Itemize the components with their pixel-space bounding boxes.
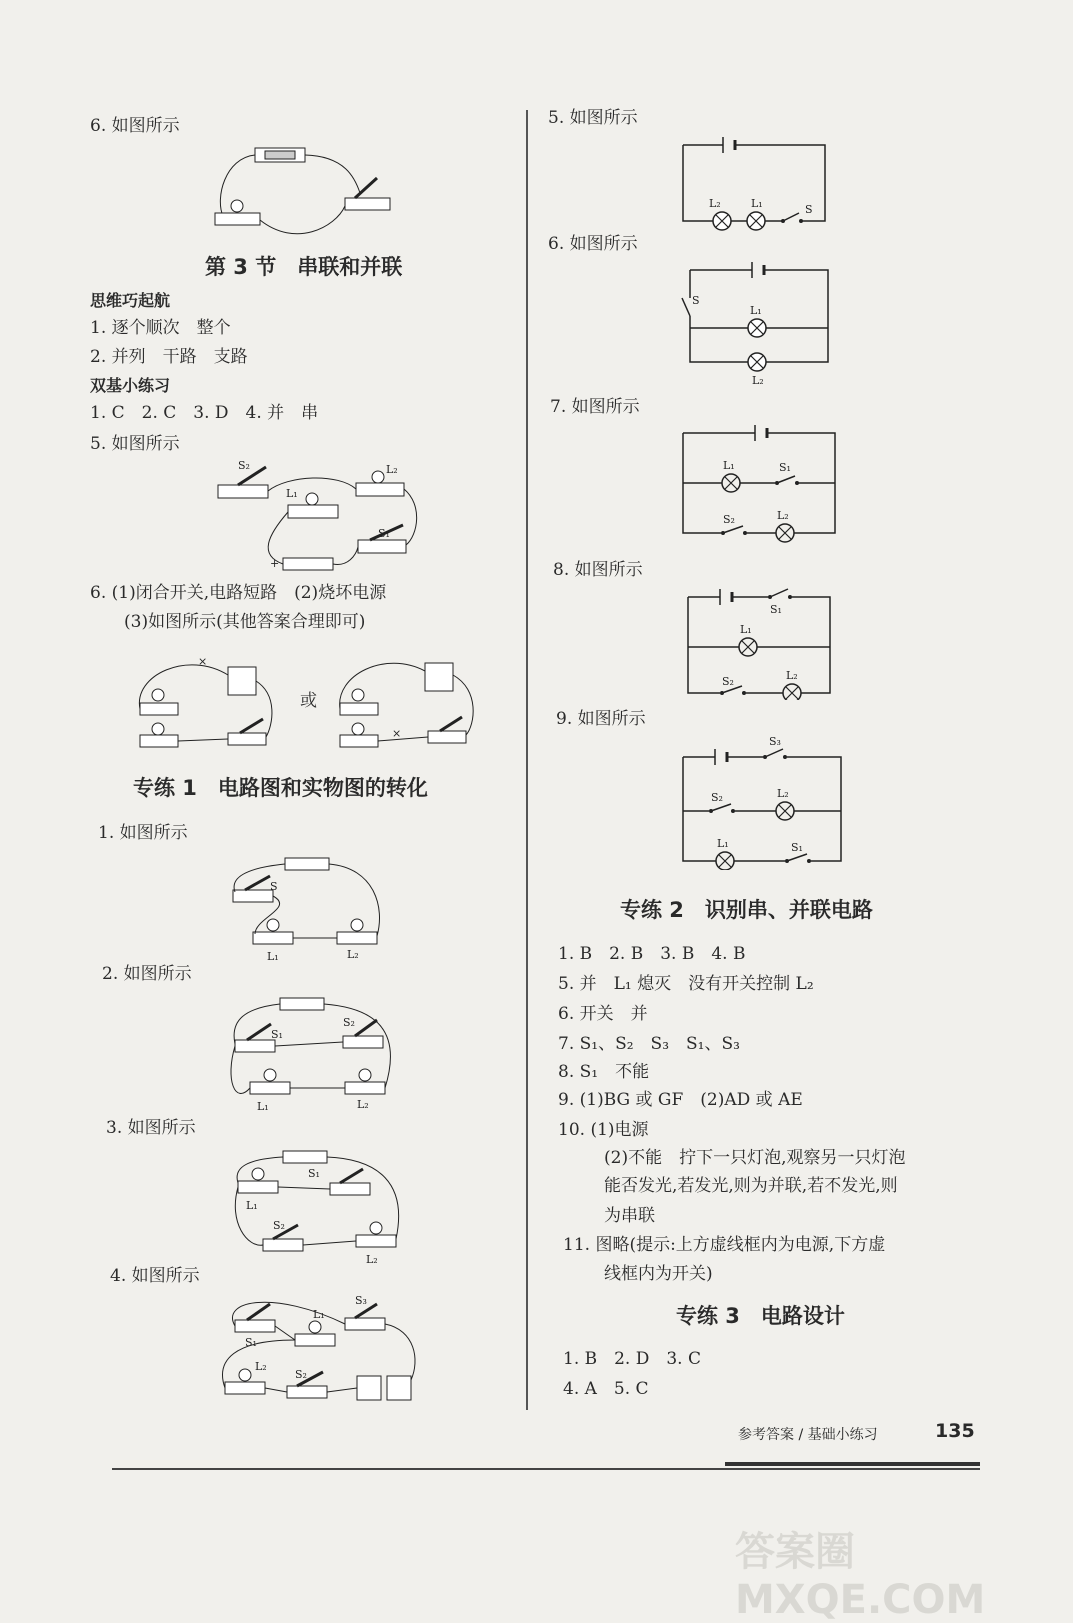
footer-rule [112,1468,980,1470]
label-l1-r6: L₁ [750,304,762,317]
label-l1-r9: L₁ [717,837,729,850]
label-s3-z4: S₃ [355,1294,367,1307]
ans-10c: 能否发光,若发光,则为并联,若不发光,则 [604,1176,898,1196]
zl2-title: 专练 2 识别串、并联电路 [620,898,873,922]
label-l2-z1: L₂ [347,948,359,961]
r9-text: 9. 如图所示 [556,709,646,729]
shuangji-6b: (3)如图所示(其他答案合理即可) [124,612,366,632]
label-s1: S₁ [378,527,390,540]
or-text: 或 [300,691,317,711]
zl1-title: 专练 1 电路图和实物图的转化 [133,776,428,800]
shuangji-6a: 6. (1)闭合开关,电路短路 (2)烧坏电源 [90,583,387,603]
q6-top: 6. 如图所示 [90,116,180,136]
label-s1-r8: S₁ [770,603,782,616]
ans-b4: 4. A 5. C [563,1379,649,1399]
ans-b1: 1. B 2. D 3. C [563,1349,702,1369]
r8-text: 8. 如图所示 [553,560,643,580]
shuangji-1: 1. C 2. C 3. D 4. 并 串 [90,403,319,423]
label-l1-r7: L₁ [723,459,735,472]
label-l2-r9: L₂ [777,787,789,800]
label-l2-z2: L₂ [357,1098,369,1111]
ans-7: 7. S₁、S₂ S₃ S₁、S₃ [558,1034,740,1054]
label-l2: L₂ [386,463,398,476]
label-l2-r6: L₂ [752,374,764,387]
label-s2-z4: S₂ [295,1368,307,1381]
label-s1-r7: S₁ [779,461,791,474]
siwei-1: 1. 逐个顺次 整个 [90,318,231,338]
figure-battery-switch-bulb [205,138,405,246]
page-number: 135 [935,1420,975,1442]
shuangji-5: 5. 如图所示 [90,434,180,454]
circuit-r5 [675,135,835,235]
shuangji-heading: 双基小练习 [90,376,171,395]
circuit-r6 [680,258,835,388]
ans-1-4: 1. B 2. B 3. B 4. B [558,944,746,964]
figure-sj6-left [128,645,283,755]
label-l1-z4: L₁ [313,1308,325,1321]
label-l2-z4: L₂ [255,1360,267,1373]
ans-10a: 10. (1)电源 [558,1120,649,1140]
ans-6: 6. 开关 并 [558,1004,648,1024]
label-s2-z3: S₂ [273,1219,285,1232]
ans-9: 9. (1)BG 或 GF (2)AD 或 AE [558,1090,803,1110]
label-l1: L₁ [286,487,298,500]
ans-11b: 线框内为开关) [604,1264,713,1284]
ans-5: 5. 并 L₁ 熄灭 没有开关控制 L₂ [558,974,814,994]
figure-sj6-right [330,645,485,755]
label-s2-r7: S₂ [723,513,735,526]
siwei-2: 2. 并列 干路 支路 [90,347,248,367]
circuit-r7 [675,423,845,553]
label-s: S [270,880,278,893]
label-l2-r5: L₂ [709,197,721,210]
figure-z3 [228,1143,408,1268]
label-s1-z4: S₁ [245,1336,257,1349]
r7-text: 7. 如图所示 [550,397,640,417]
z4-text: 4. 如图所示 [110,1266,200,1286]
r6-text: 6. 如图所示 [548,234,638,254]
watermark: 答案圈 MXQE.COM [735,1529,986,1623]
label-l1-z1: L₁ [267,950,279,963]
label-l2-z3: L₂ [366,1253,378,1266]
label-s1-z3: S₁ [308,1167,320,1180]
column-divider [526,110,528,1410]
circuit-r8 [680,585,840,700]
label-l2-r7: L₂ [777,509,789,522]
label-s1-r9: S₁ [791,841,803,854]
label-l1-z3: L₁ [246,1199,258,1212]
ans-10d: 为串联 [604,1206,655,1226]
ans-10b: (2)不能 拧下一只灯泡,观察另一只灯泡 [604,1148,906,1168]
label-l2-r8: L₂ [786,669,798,682]
z1-text: 1. 如图所示 [98,823,188,843]
label-s1-z2: S₁ [271,1028,283,1041]
z3-text: 3. 如图所示 [106,1118,196,1138]
label-s3-r9: S₃ [769,735,781,748]
footer-label: 参考答案 / 基础小练习 [738,1427,878,1443]
circuit-r9 [675,735,850,870]
svg-text:×: × [392,727,402,740]
label-s-r5: S [805,203,813,216]
footer-rule-thick [725,1462,980,1466]
label-s2-r8: S₂ [722,675,734,688]
label-l1-r5: L₁ [751,197,763,210]
z2-text: 2. 如图所示 [102,964,192,984]
label-plus: + [270,557,280,570]
label-s2-r9: S₂ [711,791,723,804]
figure-z4 [215,1290,430,1415]
label-s2: S₂ [238,459,250,472]
svg-text:×: × [198,655,208,668]
figure-sj5 [208,455,438,585]
r5-text: 5. 如图所示 [548,108,638,128]
zl3-title: 专练 3 电路设计 [676,1304,845,1328]
label-s-r6: S [692,294,700,307]
label-s2-z2: S₂ [343,1016,355,1029]
figure-z1 [225,848,390,963]
ans-11a: 11. 图略(提示:上方虚线框内为电源,下方虚 [563,1235,886,1255]
section3-title: 第 3 节 串联和并联 [205,255,403,279]
label-l1-r8: L₁ [740,623,752,636]
label-l1-z2: L₁ [257,1100,269,1113]
ans-8: 8. S₁ 不能 [558,1062,650,1082]
figure-z2 [225,990,405,1115]
siwei-heading: 思维巧起航 [90,291,171,310]
